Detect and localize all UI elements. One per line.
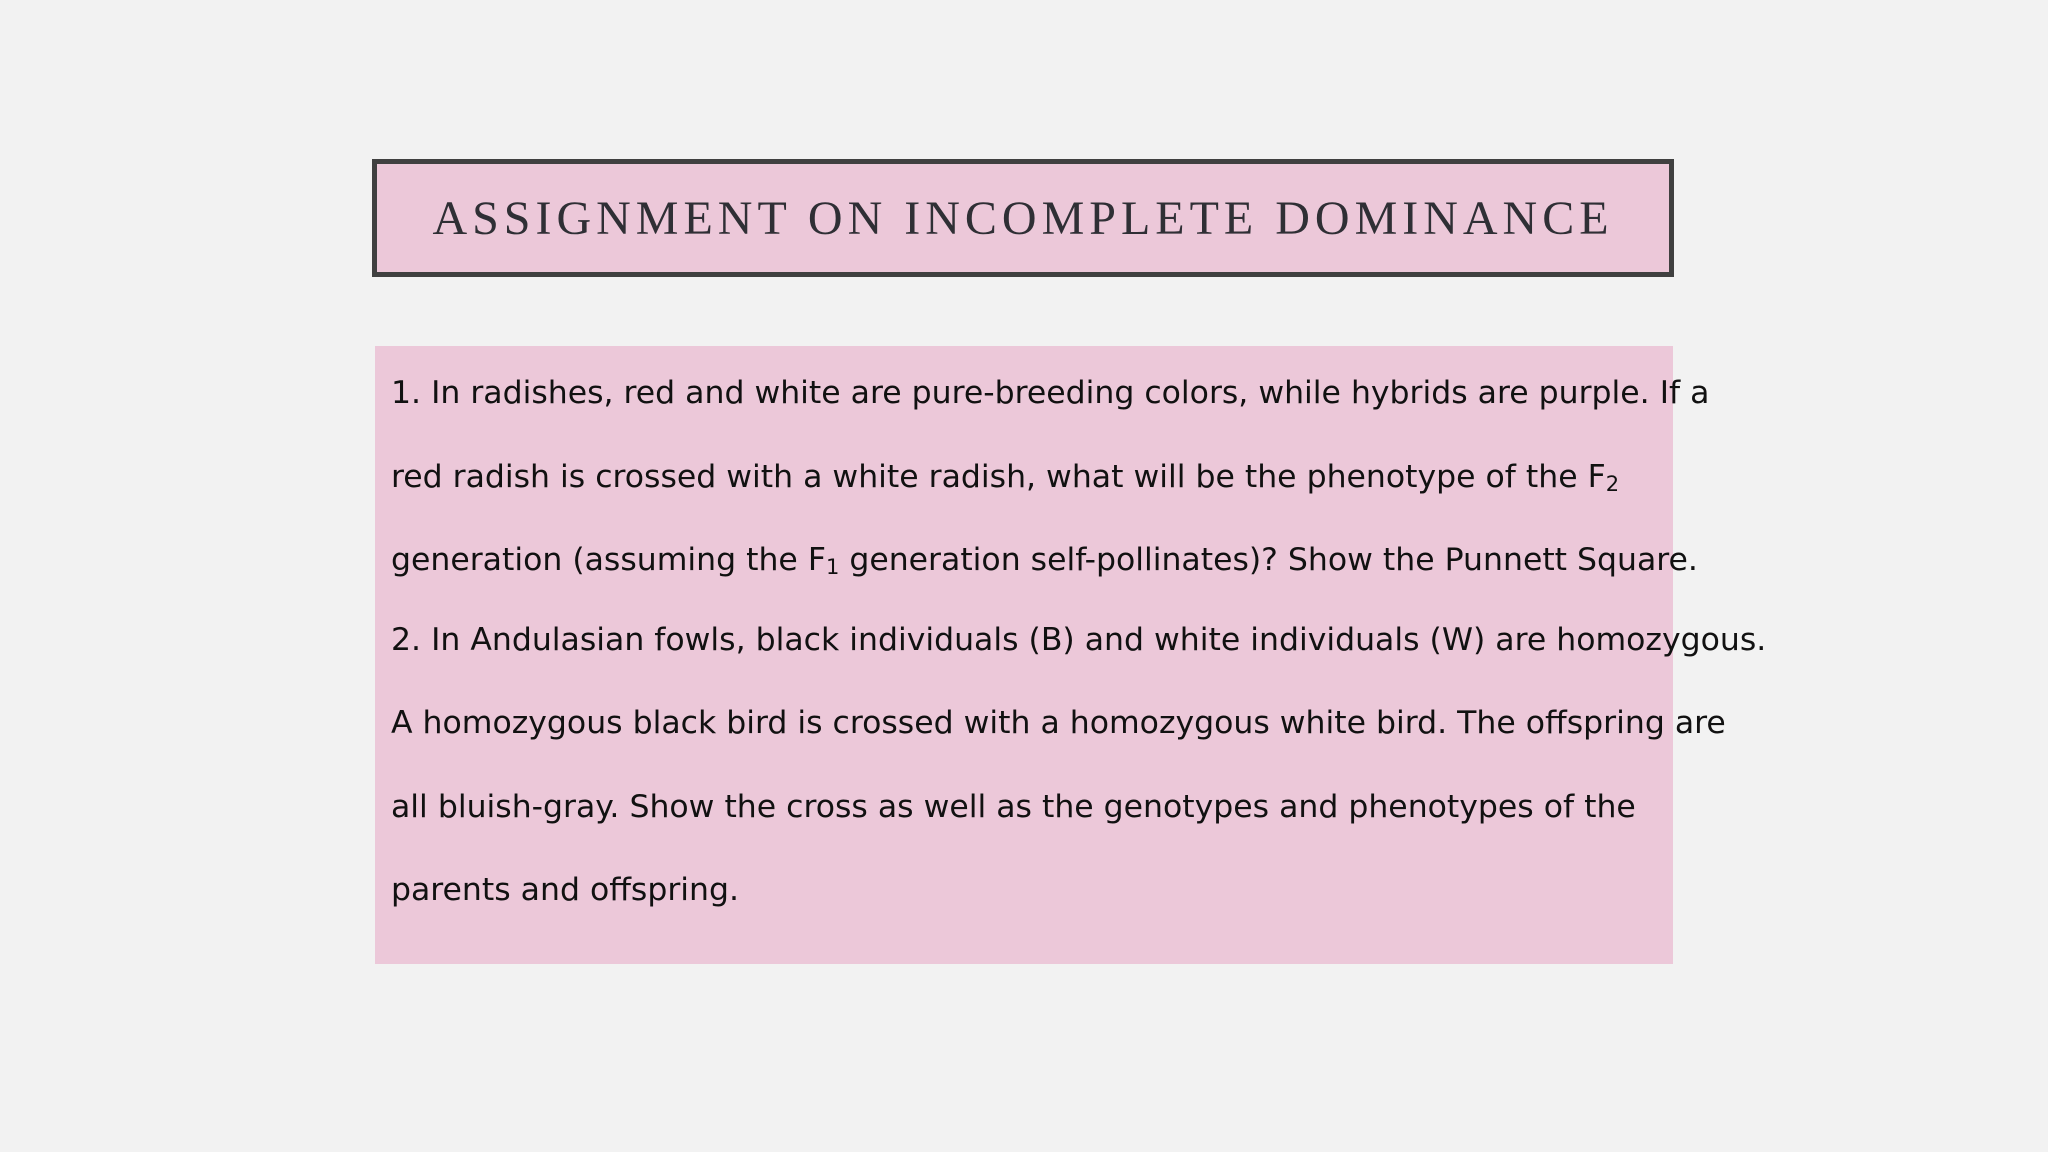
question-2-line-4 [391,849,1659,933]
question-1-line-2-text: red radish is crossed with a white radish, what will be the phenotype of the F [391,458,1606,495]
question-1-line-3-text-b: generation self-pollinates)? Show the Punnett Square. [839,542,1698,578]
question-1 [391,352,1710,603]
question-1-line-1-text: 1. In radishes, red and white are pure-breeding colors, while hybrids are purple. If a [391,375,1710,411]
question-2-line-2-text: A homozygous black bird is crossed with a homozygous white bird. The offspring are [391,705,1726,741]
question-2-line-3-text: all bluish-gray. Show the cross as well as the genotypes and phenotypes of the [391,788,1636,825]
question-1-line-3-text-a: generation (assuming the F [391,542,826,578]
question-2-line-3 [391,766,1659,850]
question-2-line-4-text: parents and offspring. [391,872,740,908]
question-1-line-1 [391,352,1710,436]
content-box [375,346,1767,964]
f2-subscript: 2 [1605,471,1620,496]
question-2 [391,599,1767,933]
f1-subscript: 1 [825,555,840,579]
question-1-line-3 [391,519,1698,603]
question-2-line-1-text: 2. In Andulasian fowls, black individuals (B) and white individuals (W) are homozygous. [391,621,1767,658]
title-box [372,159,1674,277]
slide-title: ASSIGNMENT ON INCOMPLETE DOMINANCE [432,191,1614,245]
question-2-line-1 [391,599,1767,683]
question-1-line-2 [391,436,1659,520]
question-2-line-2 [391,682,1726,766]
